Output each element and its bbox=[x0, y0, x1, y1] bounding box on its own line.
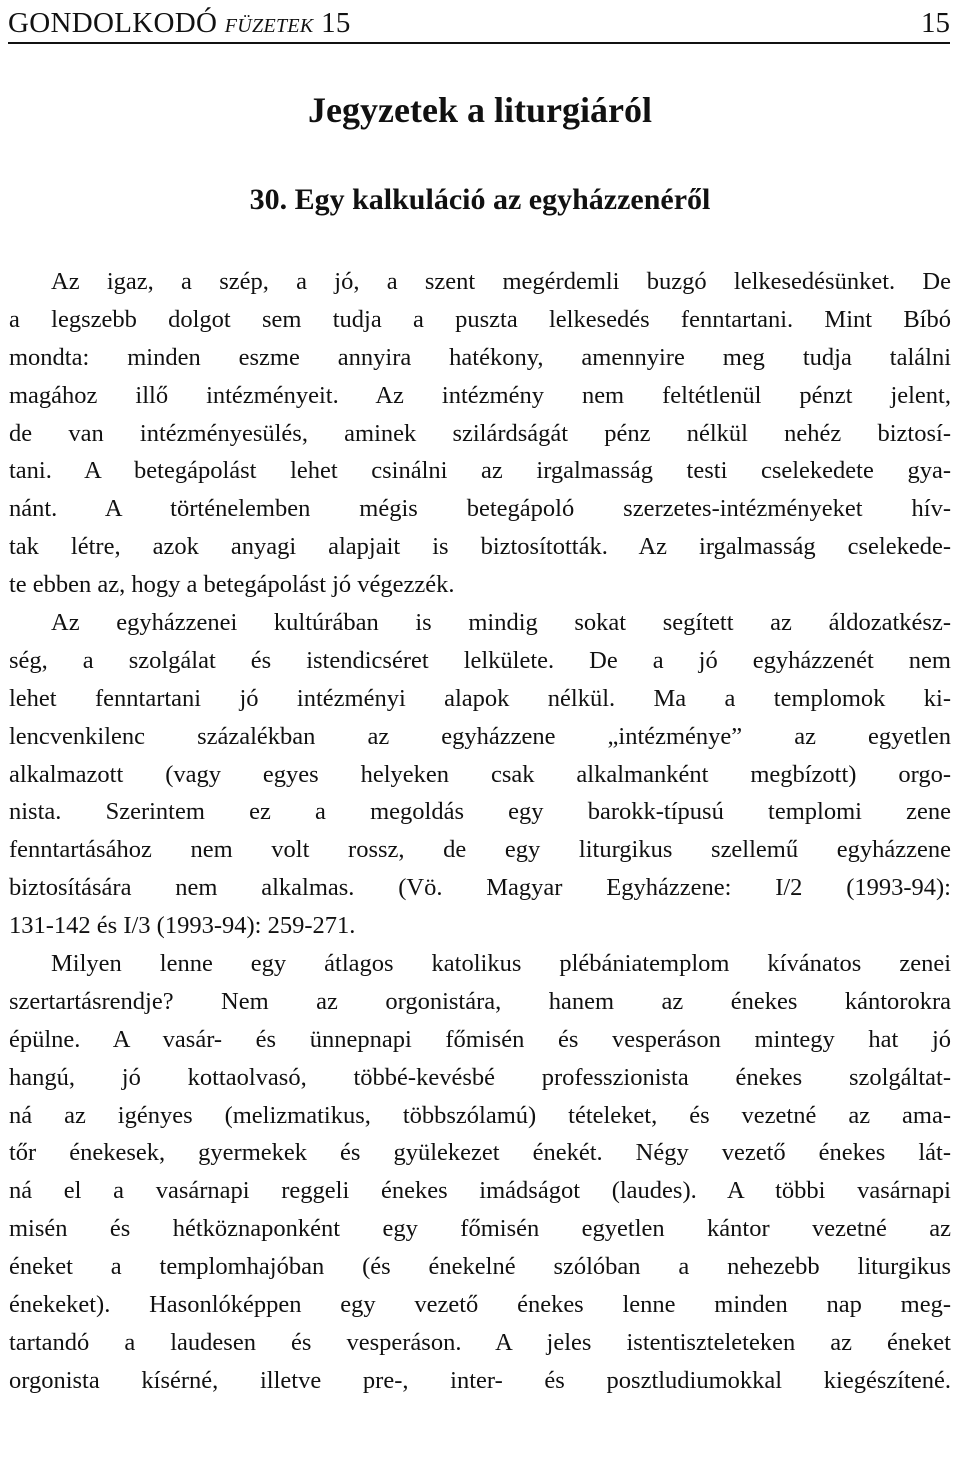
journal-title-italic: füzetek bbox=[224, 7, 314, 39]
text-line: ná az igényes (melizmatikus, többszólamú) tételeket, és vezetné az ama- bbox=[9, 1101, 951, 1129]
text-line: nista. Szerintem ez a megoldás egy barokk-típusú templomi zene bbox=[9, 798, 951, 826]
text-line: hangú, jó kottaolvasó, többé-kevésbé professzionista énekes szolgáltat- bbox=[9, 1063, 951, 1091]
text-line: te ebben az, hogy a betegápolást jó végezzék. bbox=[9, 571, 455, 599]
journal-issue: 15 bbox=[321, 7, 351, 39]
text-line: ség, a szolgálat és istendicséret lelkülete. De a jó egyházzenét nem bbox=[9, 646, 951, 674]
journal-title-main: GONDOLKODÓ bbox=[8, 7, 218, 39]
text-line: de van intézményesülés, aminek szilárdságát pénz nélkül nehéz biztosí- bbox=[9, 419, 951, 447]
text-line: 131-142 és I/3 (1993-94): 259-271. bbox=[9, 912, 356, 940]
text-line: tani. A betegápolást lehet csinálni az irgalmasság testi cselekedete gya- bbox=[9, 457, 951, 485]
text-line: lehet fenntartani jó intézményi alapok nélkül. Ma a templomok ki- bbox=[9, 684, 951, 712]
text-line: nánt. A történelemben mégis betegápoló szerzetes-intézményeket hív- bbox=[9, 495, 951, 523]
text-line: Az egyházzenei kultúrában is mindig sokat segített az áldozatkész- bbox=[51, 609, 951, 637]
text-line: misén és hétköznaponként egy főmisén egyetlen kántor vezetné az bbox=[9, 1215, 951, 1243]
text-line: tőr énekesek, gyermekek és gyülekezet énekét. Négy vezető énekes lát- bbox=[9, 1139, 951, 1167]
text-line: tartandó a laudesen és vesperáson. A jeles istentiszteleteken az éneket bbox=[9, 1328, 951, 1356]
text-line: tak létre, azok anyagi alapjait is biztosították. Az irgalmasság cselekede- bbox=[9, 533, 951, 561]
page-title: Jegyzetek a liturgiáról bbox=[308, 90, 652, 130]
header-rule bbox=[8, 42, 950, 44]
text-line: mondta: minden eszme annyira hatékony, amennyire meg tudja találni bbox=[9, 343, 951, 371]
text-line: lencvenkilenc százalékban az egyházzene „intézménye” az egyetlen bbox=[9, 722, 951, 750]
section-title: 30. Egy kalkuláció az egyházzenéről bbox=[249, 183, 711, 216]
text-line: ná el a vasárnapi reggeli énekes imádságot (laudes). A többi vasárnapi bbox=[9, 1177, 951, 1205]
text-line: Az igaz, a szép, a jó, a szent megérdemli buzgó lelkesedésünket. De bbox=[51, 268, 951, 295]
text-line: épülne. A vasár- és ünnepnapi főmisén és vesperáson mintegy hat jó bbox=[9, 1025, 951, 1053]
page-number: 15 bbox=[921, 7, 950, 39]
text-line: a legszebb dolgot sem tudja a puszta lelkesedés fenntartani. Mint Bíbó bbox=[9, 305, 951, 333]
text-line: éneket a templomhajóban (és énekelné szólóban a nehezebb liturgikus bbox=[9, 1253, 951, 1281]
text-line: orgonista kísérné, illetve pre-, inter- és posztludiumokkal kiegészítené. bbox=[9, 1366, 951, 1394]
text-line: alkalmazott (vagy egyes helyeken csak alkalmanként megbízott) orgo- bbox=[9, 760, 951, 788]
text-line: Milyen lenne egy átlagos katolikus plébániatemplom kívánatos zenei bbox=[51, 950, 951, 978]
text-line: fenntartásához nem volt rossz, de egy liturgikus szellemű egyházzene bbox=[9, 836, 951, 864]
article-body bbox=[9, 263, 951, 1400]
text-line: biztosítására nem alkalmas. (Vö. Magyar Egyházzene: I/2 (1993-94): bbox=[9, 874, 951, 902]
running-header bbox=[8, 6, 950, 40]
journal-title bbox=[8, 6, 351, 40]
text-line: énekeket). Hasonlóképpen egy vezető énekes lenne minden nap meg- bbox=[9, 1291, 951, 1319]
text-line: szertartásrendje? Nem az orgonistára, hanem az énekes kántorokra bbox=[9, 987, 951, 1015]
text-line: magához illő intézményeit. Az intézmény nem feltétlenül pénzt jelent, bbox=[9, 381, 951, 409]
